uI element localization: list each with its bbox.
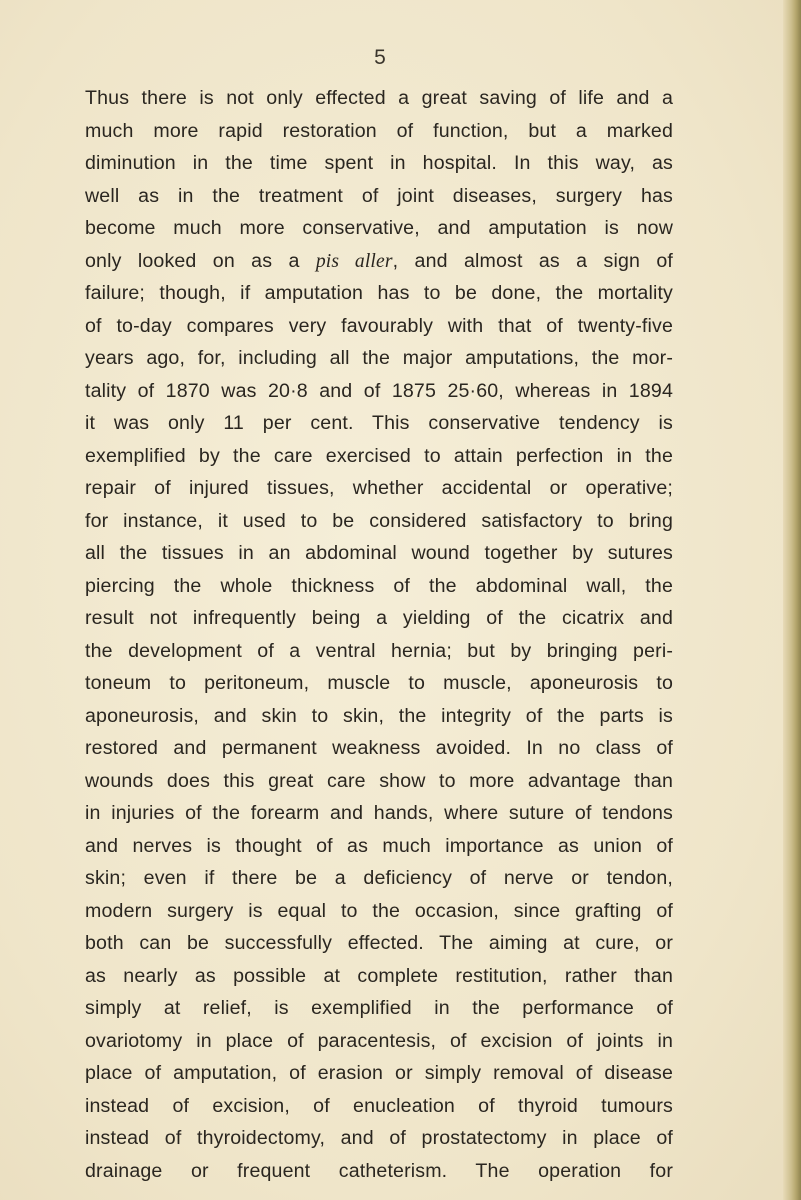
text-line: ovariotomy in place of paracentesis, of excision of joints in — [85, 1029, 673, 1052]
text-line: and nerves is thought of as much importance as union of — [85, 834, 673, 857]
text-line: drainage or frequent catheterism. The operation for — [85, 1159, 673, 1182]
text-line: both can be successfully effected. The aiming at cure, or — [85, 932, 673, 954]
text-line: toneum to peritoneum, muscle to muscle, aponeurosis to — [85, 672, 673, 694]
text-line: in injuries of the forearm and hands, where suture of tendons — [85, 802, 673, 824]
text-line: much more rapid restoration of function, but a marked — [85, 119, 673, 142]
text-line: restored and permanent weakness avoided. In no class of — [85, 737, 673, 759]
text-line: diminution in the time spent in hospital. In this way, as — [85, 152, 673, 174]
text-line: piercing the whole thickness of the abdominal wall, the — [85, 574, 673, 597]
text-line: modern surgery is equal to the occasion, since grafting of — [85, 899, 673, 922]
text-line-end: , and almost as a sign of — [392, 249, 673, 272]
text-line: of to-day compares very favourably with that of twenty-five — [85, 314, 673, 337]
text-line: instead of thyroidectomy, and of prostatectomy in place of — [85, 1127, 673, 1149]
text-line: Thus there is not only effected a great saving of life and a — [85, 87, 673, 109]
text-line: skin; even if there be a deficiency of nerve or tendon, — [85, 867, 673, 889]
text-line: the development of a ventral hernia; but by bringing peri- — [85, 639, 673, 662]
text-line: place of amputation, of erasion or simply removal of disease — [85, 1062, 673, 1084]
text-line: all the tissues in an abdominal wound together by sutures — [85, 542, 673, 564]
text-line: years ago, for, including all the major amputations, the mor- — [85, 347, 673, 369]
body-text — [85, 82, 673, 1187]
page-edge-shadow — [783, 0, 801, 1200]
page-number: 5 — [374, 46, 386, 69]
text-line: well as in the treatment of joint diseases, surgery has — [85, 184, 673, 207]
text-line — [85, 245, 673, 278]
text-line-start: only looked on as a — [85, 249, 316, 272]
italic-phrase: pis aller — [315, 250, 393, 272]
text-line: result not infrequently being a yielding of the cicatrix and — [85, 607, 673, 629]
text-line: failure; though, if amputation has to be done, the mortality — [85, 282, 673, 304]
text-line: repair of injured tissues, whether accidental or operative; — [85, 477, 673, 499]
text-line: as nearly as possible at complete restitution, rather than — [85, 964, 673, 987]
text-line: it was only 11 per cent. This conservative tendency is — [85, 412, 673, 434]
text-line: simply at relief, is exemplified in the performance of — [85, 997, 673, 1019]
text-line: exemplified by the care exercised to attain perfection in the — [85, 444, 673, 467]
text-line: aponeurosis, and skin to skin, the integrity of the parts is — [85, 704, 673, 727]
text-line: for instance, it used to be considered satisfactory to bring — [85, 509, 673, 532]
text-line: wounds does this great care show to more advantage than — [85, 769, 673, 792]
text-line: instead of excision, of enucleation of thyroid tumours — [85, 1094, 673, 1117]
text-line: become much more conservative, and amputation is now — [85, 217, 673, 239]
text-line: tality of 1870 was 20·8 and of 1875 25·60, whereas in 1894 — [85, 379, 673, 402]
